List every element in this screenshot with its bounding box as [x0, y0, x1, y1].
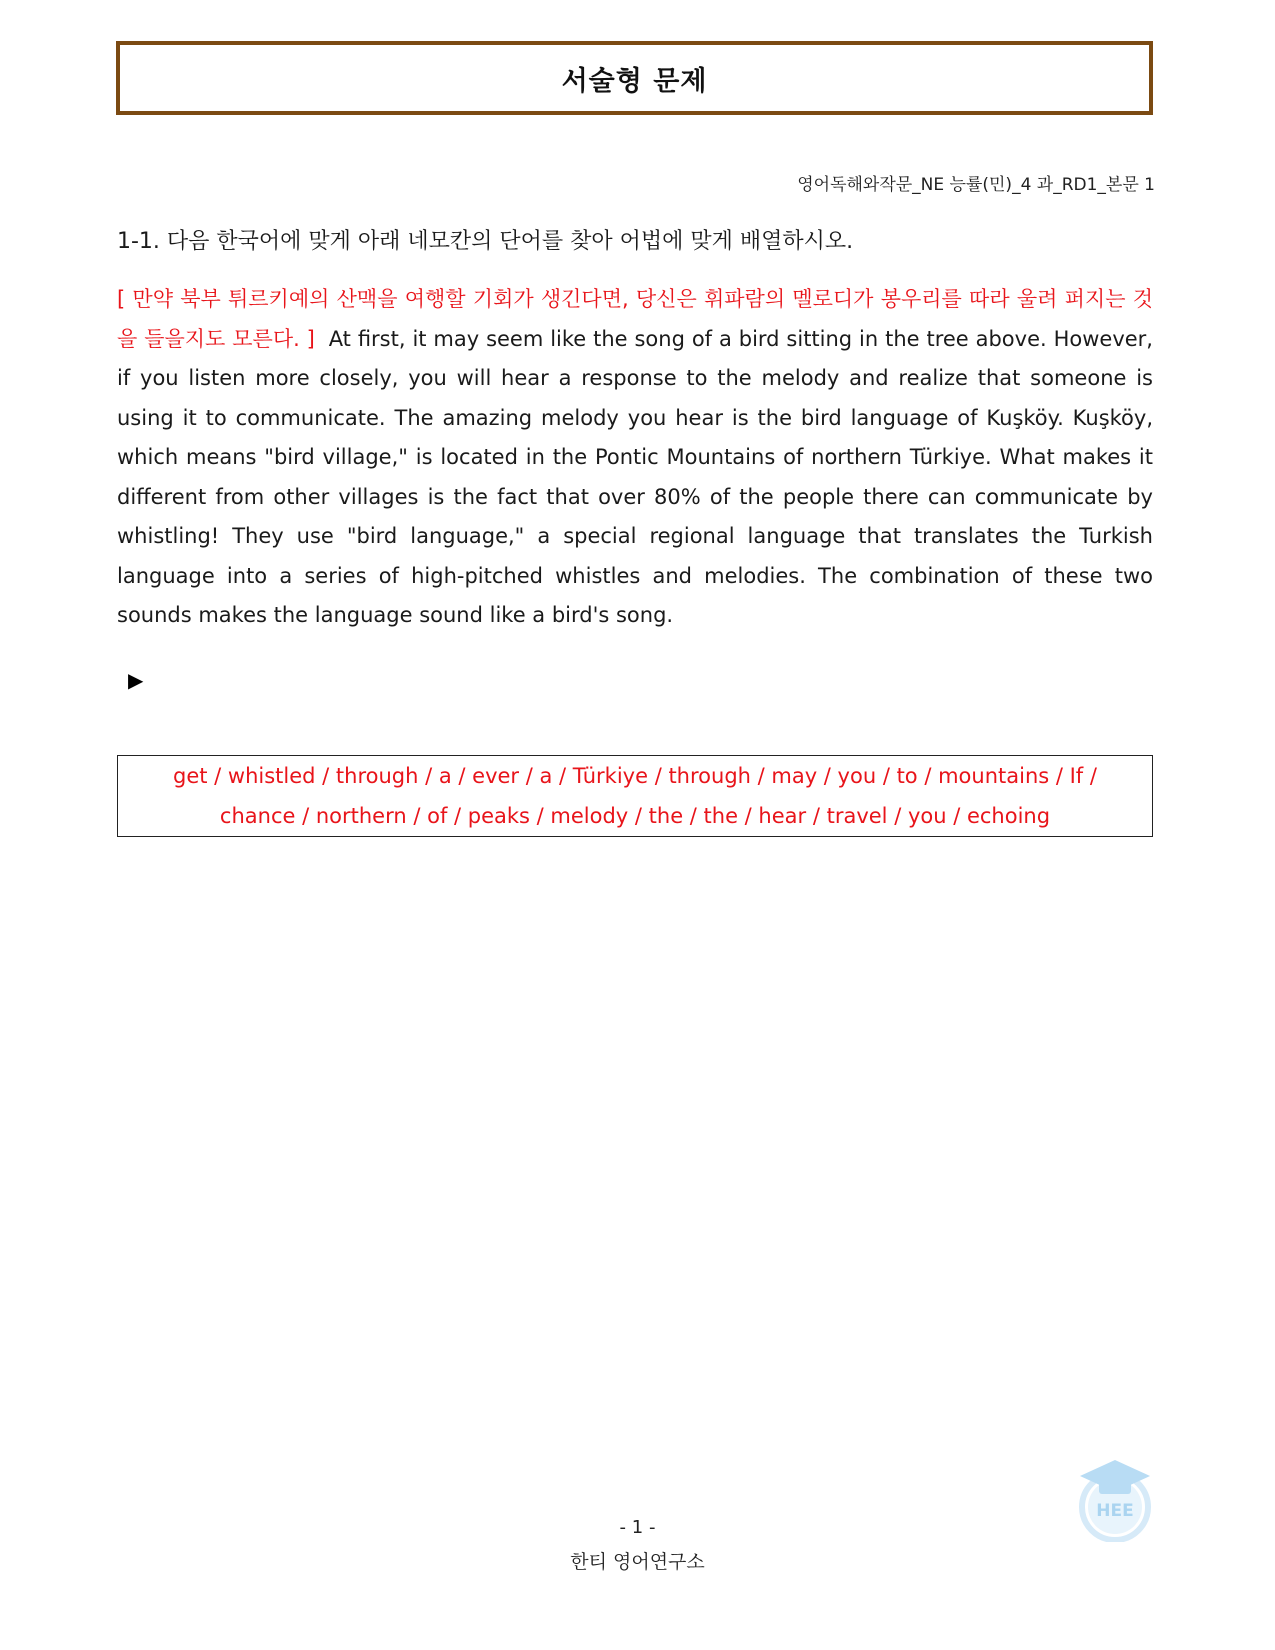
logo-text: HEE — [1096, 1501, 1134, 1521]
passage — [117, 280, 1153, 636]
title-box — [116, 41, 1153, 115]
word-bank-text: get / whistled / through / a / ever / a / Türkiye / through / may / you / to / mountains / If / chance / northern / of / peaks / melody / the / the / hear / travel / you / echoing — [173, 764, 1097, 828]
word-bank-box — [117, 755, 1153, 837]
page-number: - 1 - — [619, 1517, 656, 1538]
page-title: 서술형 문제 — [561, 65, 708, 97]
source-label: 영어독해와작문_NE 능률(민)_4 과_RD1_본문 1 — [797, 175, 1155, 195]
logo — [1075, 1452, 1155, 1542]
question-prompt: 1-1. 다음 한국어에 맞게 아래 네모칸의 단어를 찾아 어법에 맞게 배열하시오. — [117, 229, 854, 254]
graduation-cap-icon — [1075, 1452, 1155, 1542]
footer-publisher: 한티 영어연구소 — [570, 1551, 705, 1573]
korean-prompt: [ 만약 북부 튀르키예의 산맥을 여행할 기회가 생긴다면, 당신은 휘파람의 멜로디가 봉우리를 따라 울려 퍼지는 것을 들을지도 모른다. ] — [117, 287, 1153, 351]
answer-marker: ▶ — [128, 668, 144, 692]
english-passage: At first, it may seem like the song of a bird sitting in the tree above. However, if you listen more closely, you will hear a response to the melody and realize that someone is using it to communicate. The amazing melody you hear is the bird language of Kuşköy. Kuşköy, which means "bird village," is located in the Pontic Mountains of northern Türkiye. What makes it different from other villages is the fact that over 80% of the people there can communicate by whistling! They use "bird language," a special regional language that translates the Turkish language into a series of high-pitched whistles and melodies. The combination of these two sounds makes the language sound like a bird's song. — [117, 326, 1153, 627]
